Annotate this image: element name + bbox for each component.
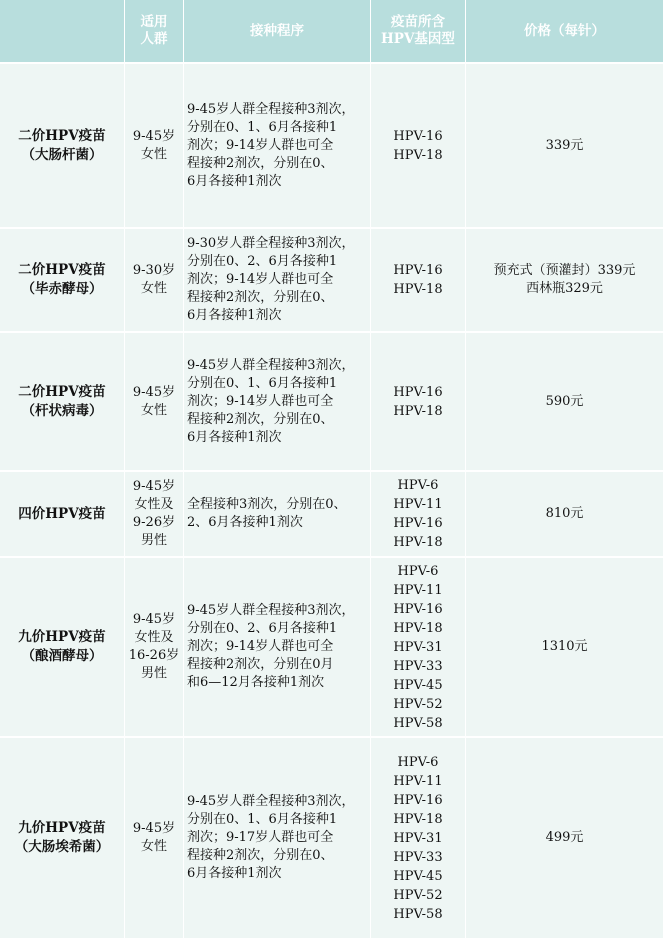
header-types: 疫苗所含 HPV基因型 bbox=[371, 0, 465, 62]
vaccine-name: 九价HPV疫苗 （酿酒酵母） bbox=[0, 558, 124, 736]
target-people: 9-45岁 女性 bbox=[125, 738, 183, 938]
vaccine-name: 四价HPV疫苗 bbox=[0, 472, 124, 556]
genotypes: HPV-16 HPV-18 bbox=[371, 64, 465, 227]
header-name bbox=[0, 0, 124, 62]
genotypes: HPV-6 HPV-11 HPV-16 HPV-18 bbox=[371, 472, 465, 556]
header-people: 适用 人群 bbox=[125, 0, 183, 62]
schedule: 9-30岁人群全程接种3剂次， 分别在0、2、6月各接种1 剂次；9-14岁人群也可全 程接种2剂次，分别在0、 6月各接种1剂次 bbox=[184, 229, 370, 331]
header-price: 价格（每针） bbox=[466, 0, 663, 62]
target-people: 9-30岁 女性 bbox=[125, 229, 183, 331]
genotypes: HPV-16 HPV-18 bbox=[371, 333, 465, 470]
genotypes: HPV-16 HPV-18 bbox=[371, 229, 465, 331]
target-people: 9-45岁 女性 bbox=[125, 333, 183, 470]
vaccine-name: 二价HPV疫苗 （杆状病毒） bbox=[0, 333, 124, 470]
price: 1310元 bbox=[466, 558, 663, 736]
schedule: 9-45岁人群全程接种3剂次， 分别在0、2、6月各接种1 剂次；9-14岁人群也可全 程接种2剂次，分别在0月 和6—12月各接种1剂次 bbox=[184, 558, 370, 736]
price: 预充式（预灌封）339元 西林瓶329元 bbox=[466, 229, 663, 331]
vaccine-name: 二价HPV疫苗 （大肠杆菌） bbox=[0, 64, 124, 227]
vaccine-name: 二价HPV疫苗 （毕赤酵母） bbox=[0, 229, 124, 331]
price: 590元 bbox=[466, 333, 663, 470]
schedule: 9-45岁人群全程接种3剂次， 分别在0、1、6月各接种1 剂次；9-14岁人群也可全 程接种2剂次，分别在0、 6月各接种1剂次 bbox=[184, 64, 370, 227]
header-schedule: 接种程序 bbox=[184, 0, 370, 62]
price: 339元 bbox=[466, 64, 663, 227]
target-people: 9-45岁 女性及 16-26岁 男性 bbox=[125, 558, 183, 736]
target-people: 9-45岁 女性 bbox=[125, 64, 183, 227]
price: 810元 bbox=[466, 472, 663, 556]
schedule: 全程接种3剂次，分别在0、 2、6月各接种1剂次 bbox=[184, 472, 370, 556]
genotypes: HPV-6 HPV-11 HPV-16 HPV-18 HPV-31 HPV-33 HPV-45 HPV-52 HPV-58 bbox=[371, 738, 465, 938]
vaccine-name: 九价HPV疫苗 （大肠埃希菌） bbox=[0, 738, 124, 938]
schedule: 9-45岁人群全程接种3剂次， 分别在0、1、6月各接种1 剂次；9-17岁人群也可全 程接种2剂次，分别在0、 6月各接种1剂次 bbox=[184, 738, 370, 938]
genotypes: HPV-6 HPV-11 HPV-16 HPV-18 HPV-31 HPV-33 HPV-45 HPV-52 HPV-58 bbox=[371, 558, 465, 736]
price: 499元 bbox=[466, 738, 663, 938]
target-people: 9-45岁 女性及 9-26岁 男性 bbox=[125, 472, 183, 556]
schedule: 9-45岁人群全程接种3剂次， 分别在0、1、6月各接种1 剂次；9-14岁人群也可全 程接种2剂次，分别在0、 6月各接种1剂次 bbox=[184, 333, 370, 470]
